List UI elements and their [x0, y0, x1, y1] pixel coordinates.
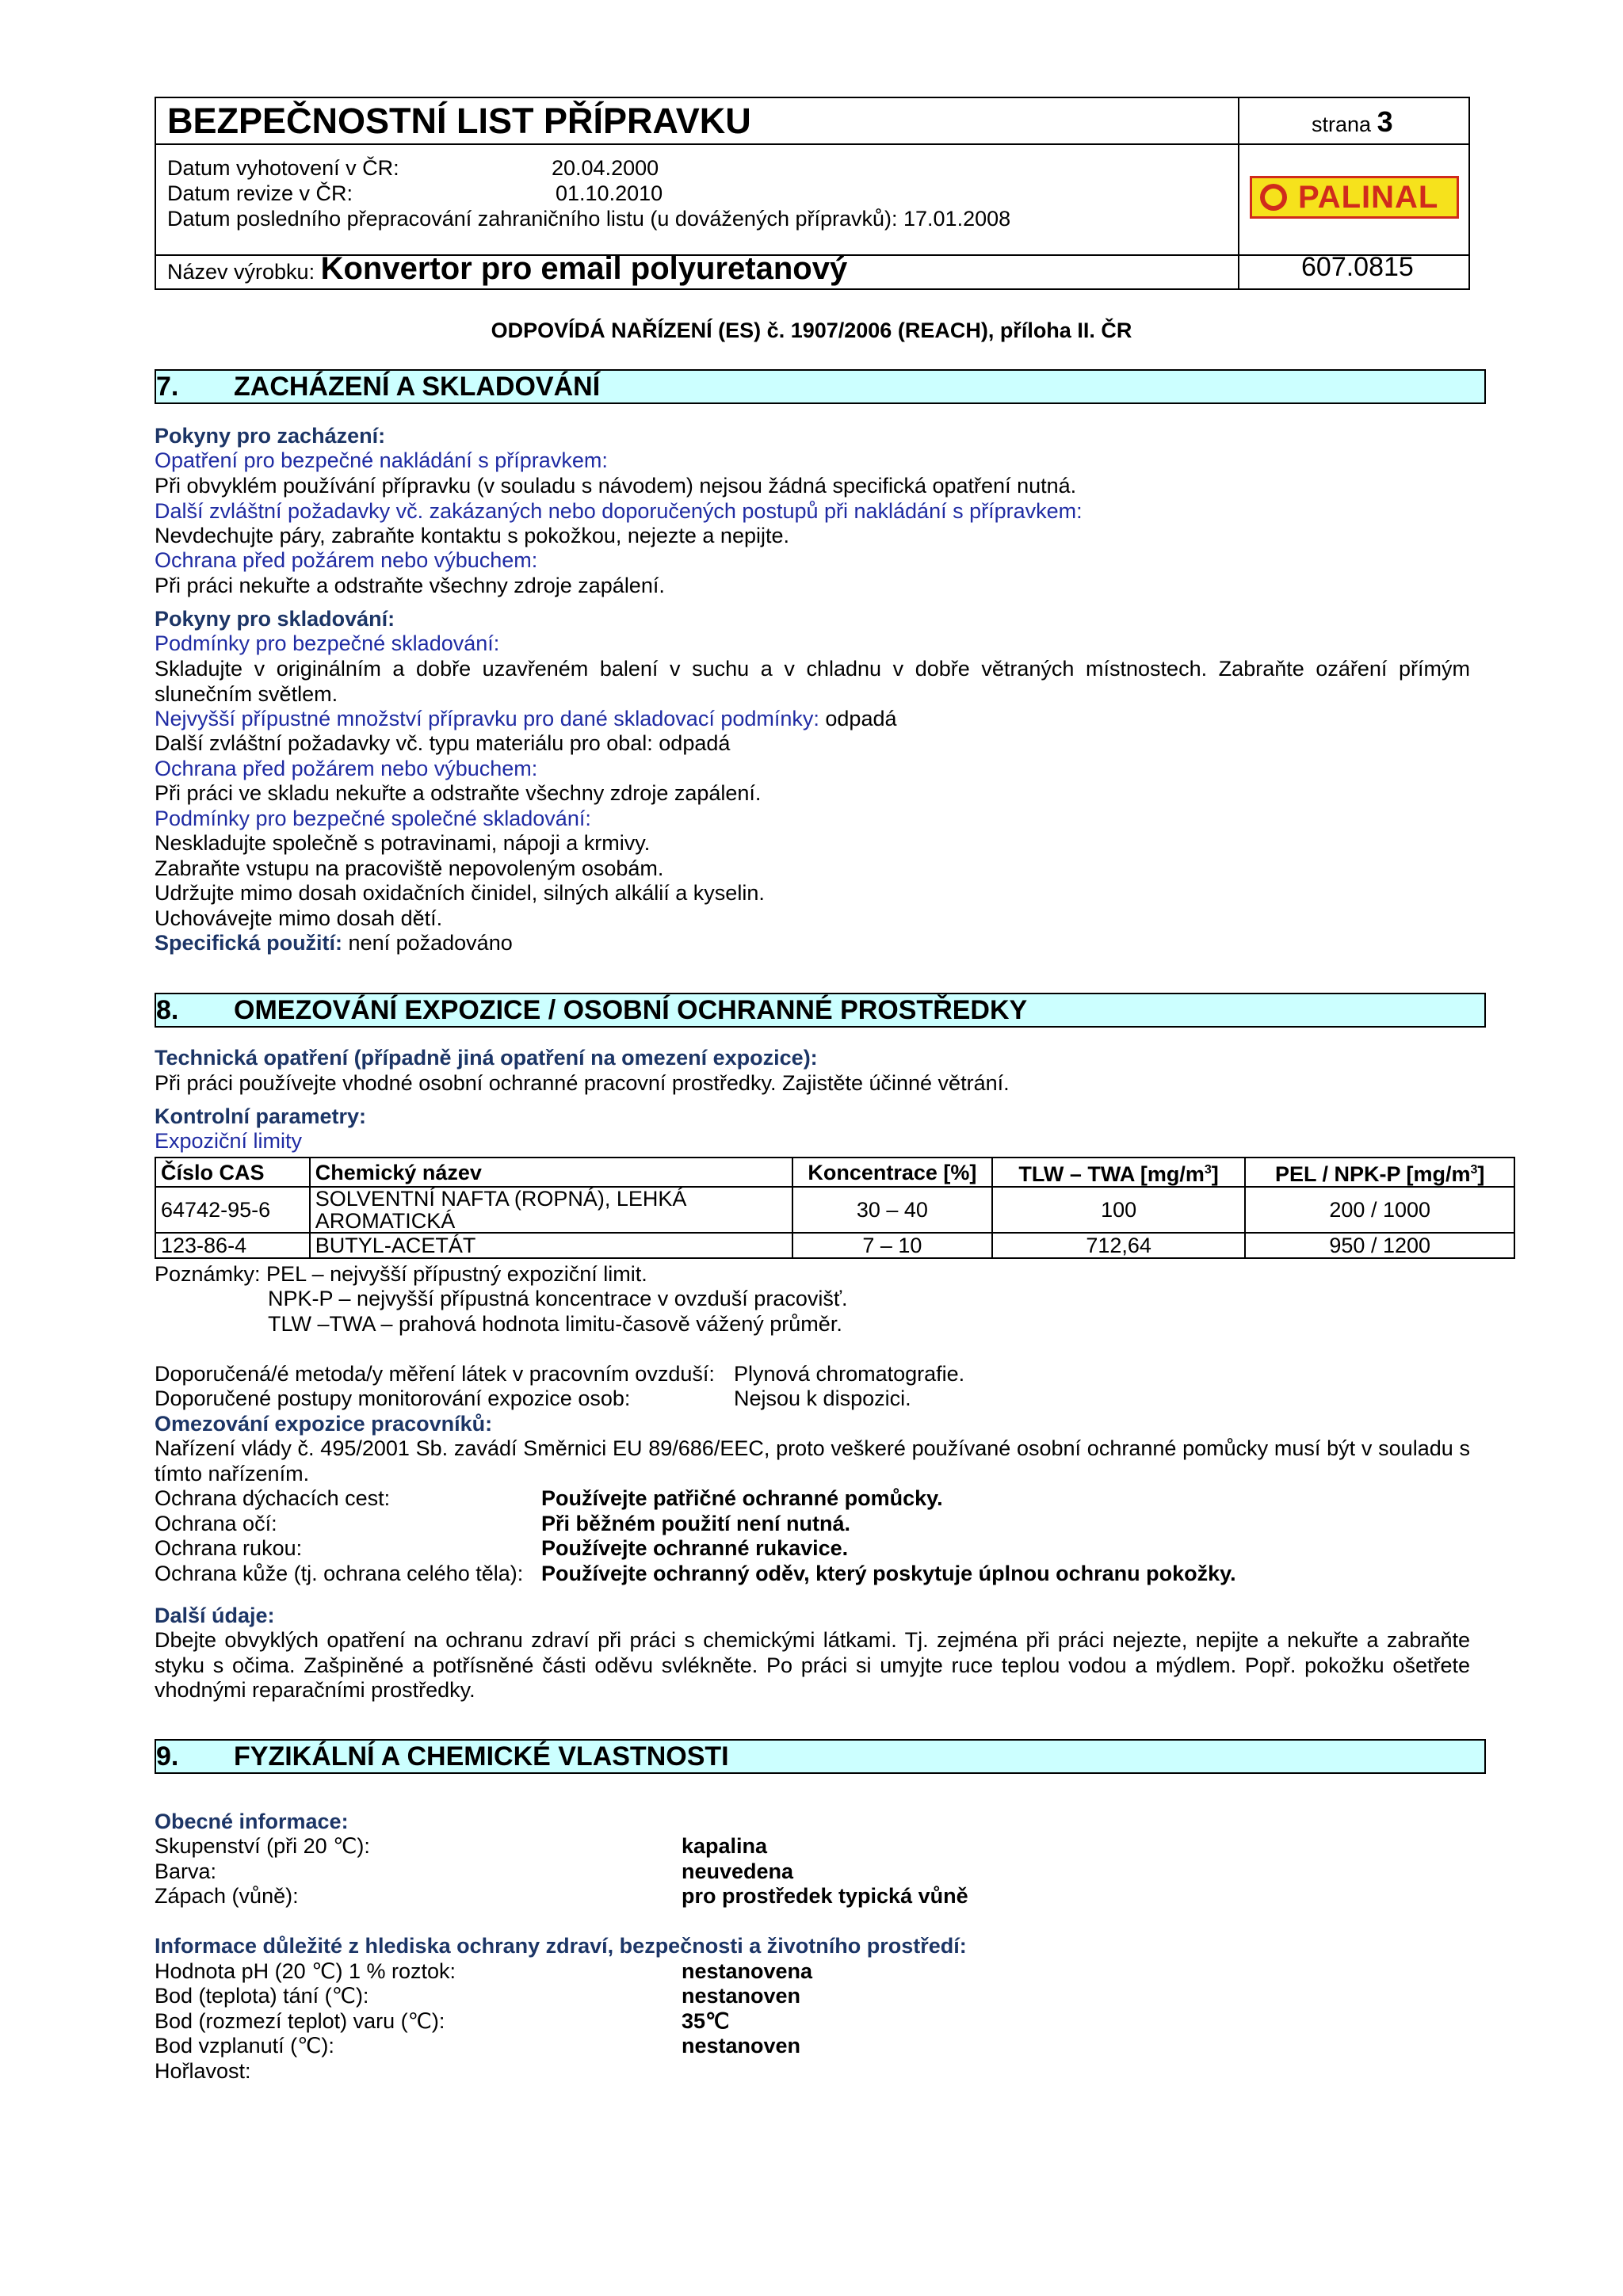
property-label: Barva:: [155, 1859, 217, 1883]
property-label: Bod (rozmezí teplot) varu (℃):: [155, 2009, 445, 2033]
limits-label: Expoziční limity: [155, 1129, 303, 1153]
table-header-row: [155, 1158, 1514, 1187]
date-foreign: Datum posledního přepracování zahraničního listu (u dovážených přípravků): 17.01.2008: [167, 207, 1011, 231]
col-concentration: Koncentrace [%]: [792, 1158, 992, 1187]
safe-storage-label: Podmínky pro bezpečné skladování:: [155, 631, 500, 655]
protection-label: Ochrana dýchacích cest:: [155, 1486, 391, 1510]
packaging-text: Další zvláštní požadavky vč. typu materiálu pro obal: odpadá: [155, 731, 731, 755]
fire2-text: Při práci ve skladu nekuřte a odstraňte všechny zdroje zapálení.: [155, 781, 762, 805]
fire2-label: Ochrana před požárem nebo výbuchem:: [155, 757, 538, 780]
protection-value: Používejte patřičné ochranné pomůcky.: [541, 1486, 943, 1510]
palinal-logo: PALINAL: [1250, 176, 1459, 219]
other-heading: Další údaje:: [155, 1604, 275, 1627]
property-label: Hořlavost:: [155, 2059, 251, 2083]
document-title: BEZPEČNOSTNÍ LIST PŘÍPRAVKU: [167, 101, 751, 141]
control-heading: Kontrolní parametry:: [155, 1104, 367, 1128]
specific-use-line: Specifická použití: není požadováno: [155, 931, 513, 955]
product-name-line: Název výrobku: Konvertor pro email polyuretanový: [167, 251, 848, 286]
special-req-text: Nevdechujte páry, zabraňte kontaktu s pokožkou, nejezte a nepijte.: [155, 524, 789, 547]
max-amount-line: Nejvyšší přípustné množství přípravku pro dané skladovací podmínky: odpadá: [155, 707, 897, 730]
col-pel: PEL / NPK-P $[mg/m^3]$: [1245, 1158, 1514, 1187]
section-9-header: 9. FYZIKÁLNÍ A CHEMICKÉ VLASTNOSTI: [155, 1739, 1486, 1774]
handling-heading: Pokyny pro zacházení:: [155, 424, 386, 448]
fire-label: Ochrana před požárem nebo výbuchem:: [155, 548, 538, 572]
section-7-header: 7. ZACHÁZENÍ A SKLADOVÁNÍ: [155, 369, 1486, 404]
regulation-note: ODPOVÍDÁ NAŘÍZENÍ (ES) č. 1907/2006 (REACH), příloha II. ČR: [491, 318, 1132, 342]
joint-line: Udržujte mimo dosah oxidačních činidel, silných alkálií a kyselin.: [155, 881, 765, 905]
protection-label: Ochrana očí:: [155, 1512, 277, 1535]
safe-handling-label: Opatření pro bezpečné nakládání s přípravkem:: [155, 448, 608, 472]
property-value: pro prostředek typická vůně: [682, 1884, 968, 1908]
protection-value: Používejte ochranný oděv, který poskytuje úplnou ochranu pokožky.: [541, 1562, 1236, 1585]
col-tlw: TLW – TWA $[mg/m^3]$: [992, 1158, 1246, 1187]
protection-value: Používejte ochranné rukavice.: [541, 1536, 849, 1560]
special-req-label: Další zvláštní požadavky vč. zakázaných nebo doporučených postupů při nakládání s přípravkem:: [155, 499, 1083, 523]
joint-line: Zabraňte vstupu na pracoviště nepovoleným osobám.: [155, 856, 664, 880]
note-line: TLW –TWA – prahová hodnota limitu-časově vážený průměr.: [268, 1312, 842, 1336]
property-label: Hodnota pH (20 ℃) 1 % roztok:: [155, 1959, 456, 1983]
method-label: Doporučená/é metoda/y měření látek v pracovním ovzduší:: [155, 1362, 715, 1386]
table-row: 64742-95-6 SOLVENTNÍ NAFTA (ROPNÁ), LEHKÁ AROMATICKÁ 30 – 40 100 200 / 1000: [155, 1187, 1514, 1233]
joint-line: Uchovávejte mimo dosah dětí.: [155, 906, 443, 930]
col-name: Chemický název: [310, 1158, 792, 1187]
property-label: Skupenství (při 20 ℃):: [155, 1834, 370, 1858]
safe-handling-text: Při obvyklém používání přípravku (v souladu s návodem) nejsou žádná specifická opatření nutná.: [155, 474, 1077, 498]
tech-heading: Technická opatření (případně jiná opatření na omezení expozice):: [155, 1046, 818, 1070]
property-value: kapalina: [682, 1834, 768, 1858]
note-line: NPK-P – nejvyšší přípustná koncentrace v ovzduší pracovišť.: [268, 1287, 848, 1310]
date-revised: Datum revize v ČR: 01.10.2010: [167, 181, 663, 205]
fire-text: Při práci nekuřte a odstraňte všechny zdroje zapálení.: [155, 574, 665, 597]
date-created: Datum vyhotovení v ČR: 20.04.2000: [167, 156, 659, 180]
property-value: nestanoven: [682, 2034, 801, 2058]
health-heading: Informace důležité z hlediska ochrany zdraví, bezpečnosti a životního prostředí:: [155, 1934, 967, 1958]
protection-label: Ochrana kůže (tj. ochrana celého těla):: [155, 1562, 524, 1585]
protection-label: Ochrana rukou:: [155, 1536, 303, 1560]
property-label: Bod vzplanutí (℃):: [155, 2034, 334, 2058]
page-indicator: strana 3: [1312, 105, 1393, 138]
property-value: 35℃: [682, 2009, 730, 2033]
joint-line: Neskladujte společně s potravinami, nápoji a krmivy.: [155, 831, 651, 855]
tech-text: Při práci používejte vhodné osobní ochranné pracovní prostředky. Zajistěte účinné větrání.: [155, 1071, 1010, 1095]
storage-heading: Pokyny pro skladování:: [155, 607, 395, 631]
method-value: Plynová chromatografie.: [734, 1362, 965, 1386]
worker-heading: Omezování expozice pracovníků:: [155, 1412, 493, 1436]
col-cas: Číslo CAS: [155, 1158, 310, 1187]
worker-text: Nařízení vlády č. 495/2001 Sb. zavádí Směrnici EU 89/686/EEC, proto veškeré používané osobní ochranné pomůcky musí být v souladu s tímto nařízením.: [155, 1436, 1470, 1486]
property-label: Zápach (vůně):: [155, 1884, 299, 1908]
monitor-label: Doporučené postupy monitorování expozice osob:: [155, 1386, 631, 1410]
property-value: nestanovena: [682, 1959, 813, 1983]
monitor-value: Nejsou k dispozici.: [734, 1386, 911, 1410]
other-text: Dbejte obvyklých opatření na ochranu zdraví při práci s chemickými látkami. Tj. zejména při práci nejezte, nepijte a nekuřte a zabraňte styku s očima. Zašpiněné a potřísněné části oděvu svlékněte. Po práci si umyjte ruce teplou vodou a mýdlem. Popř. pokožku ošetřete vhodnými reparačními prostředky.: [155, 1628, 1470, 1702]
document-header: [155, 97, 1470, 290]
property-value: nestanoven: [682, 1984, 801, 2008]
safe-storage-text: Skladujte v originálním a dobře uzavřeném balení v suchu a v chladnu v dobře větraných místnostech. Zabraňte ozáření přímým slunečním světlem.: [155, 657, 1470, 706]
property-value: neuvedena: [682, 1859, 794, 1883]
protection-value: Při běžném použití není nutná.: [541, 1512, 851, 1535]
property-label: Bod (teplota) tání (℃):: [155, 1984, 369, 2008]
table-row: 123-86-4 BUTYL-ACETÁT 7 – 10 712,64 950 / 1200: [155, 1233, 1514, 1258]
exposure-limits-table: [155, 1157, 1515, 1259]
product-code: 607.0815: [1301, 252, 1414, 282]
section-8-header: 8. OMEZOVÁNÍ EXPOZICE / OSOBNÍ OCHRANNÉ PROSTŘEDKY: [155, 993, 1486, 1028]
note-line: Poznámky: PEL – nejvyšší přípustný expoziční limit.: [155, 1262, 647, 1286]
product-name: Konvertor pro email polyuretanový: [320, 251, 848, 286]
joint-storage-label: Podmínky pro bezpečné společné skladování:: [155, 807, 591, 830]
general-heading: Obecné informace:: [155, 1810, 349, 1833]
